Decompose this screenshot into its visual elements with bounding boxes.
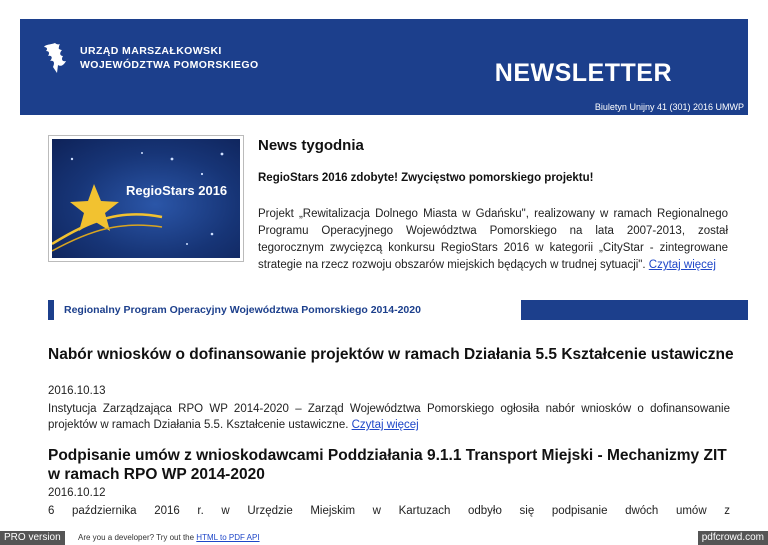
article-2-body: 6 października 2016 r. w Urzędzie Miejskim w Kartuzach odbyło się podpisanie dwóch umów z — [48, 505, 730, 517]
article-2-title[interactable]: Podpisanie umów z wnioskodawcami Poddziałania 9.1.1 Transport Miejski - Mechanizmy ZIT w ramach RPO WP 2014-2020 — [48, 447, 727, 483]
developer-text: Are you a developer? Try out the — [78, 533, 197, 542]
section-label: Regionalny Program Operacyjny Województwa Pomorskiego 2014-2020 — [64, 304, 421, 316]
news-week-heading: News tygodnia — [258, 137, 364, 154]
article-1-body — [48, 401, 730, 433]
pro-version-badge: PRO version — [0, 531, 65, 545]
news-week-text: Projekt „Rewitalizacja Dolnego Miasta w Gdańsku", realizowany w ramach Regionalnego Programu Operacyjnego Województwa Pomorskiego na lata 2007-2013, został tegorocznym zwycięzcą konkursu RegioStars 2016 w kategorii „CityStar - zintegrowane strategie na rzecz rozwoju obszarów miejskich będących w trudnej sytuacji". — [258, 208, 728, 271]
news-week-body — [258, 206, 728, 274]
article-1-title[interactable]: Nabór wniosków o dofinansowanie projektów w ramach Działania 5.5 Kształcenie ustawiczne — [48, 346, 734, 363]
pdfcrowd-brand[interactable]: pdfcrowd.com — [698, 531, 768, 545]
news-week-subtitle: RegioStars 2016 zdobyte! Zwycięstwo pomorskiego projektu! — [258, 172, 594, 184]
stars-decoration — [52, 139, 240, 258]
regiostars-image[interactable] — [48, 135, 244, 262]
newsletter-header — [20, 19, 748, 115]
org-logo — [40, 41, 259, 75]
bulletin-issue: Biuletyn Unijny 41 (301) 2016 UMWP — [594, 102, 744, 112]
article-1-text: Instytucja Zarządzająca RPO WP 2014-2020 – Zarząd Województwa Pomorskiego ogłosiła nabór wniosków o dofinansowanie projektów w ramach Działania 5.5. Kształcenie ustawiczne. — [48, 403, 730, 431]
org-name-line2: WOJEWÓDZTWA POMORSKIEGO — [80, 59, 259, 71]
image-caption: RegioStars 2016 — [126, 183, 228, 198]
newsletter-title: NEWSLETTER — [494, 59, 672, 87]
pdf-footer — [0, 531, 768, 545]
article-2-date: 2016.10.12 — [48, 487, 106, 499]
news-week-read-more-link[interactable]: Czytaj więcej — [648, 259, 716, 271]
article-1-read-more-link[interactable]: Czytaj więcej — [351, 419, 419, 431]
griffin-emblem-icon — [40, 41, 70, 75]
html-to-pdf-link[interactable]: HTML to PDF API — [196, 533, 260, 542]
article-1-date: 2016.10.13 — [48, 385, 106, 397]
developer-note — [78, 533, 260, 542]
org-name-line1: URZĄD MARSZAŁKOWSKI — [80, 45, 222, 57]
section-bar — [48, 300, 748, 320]
